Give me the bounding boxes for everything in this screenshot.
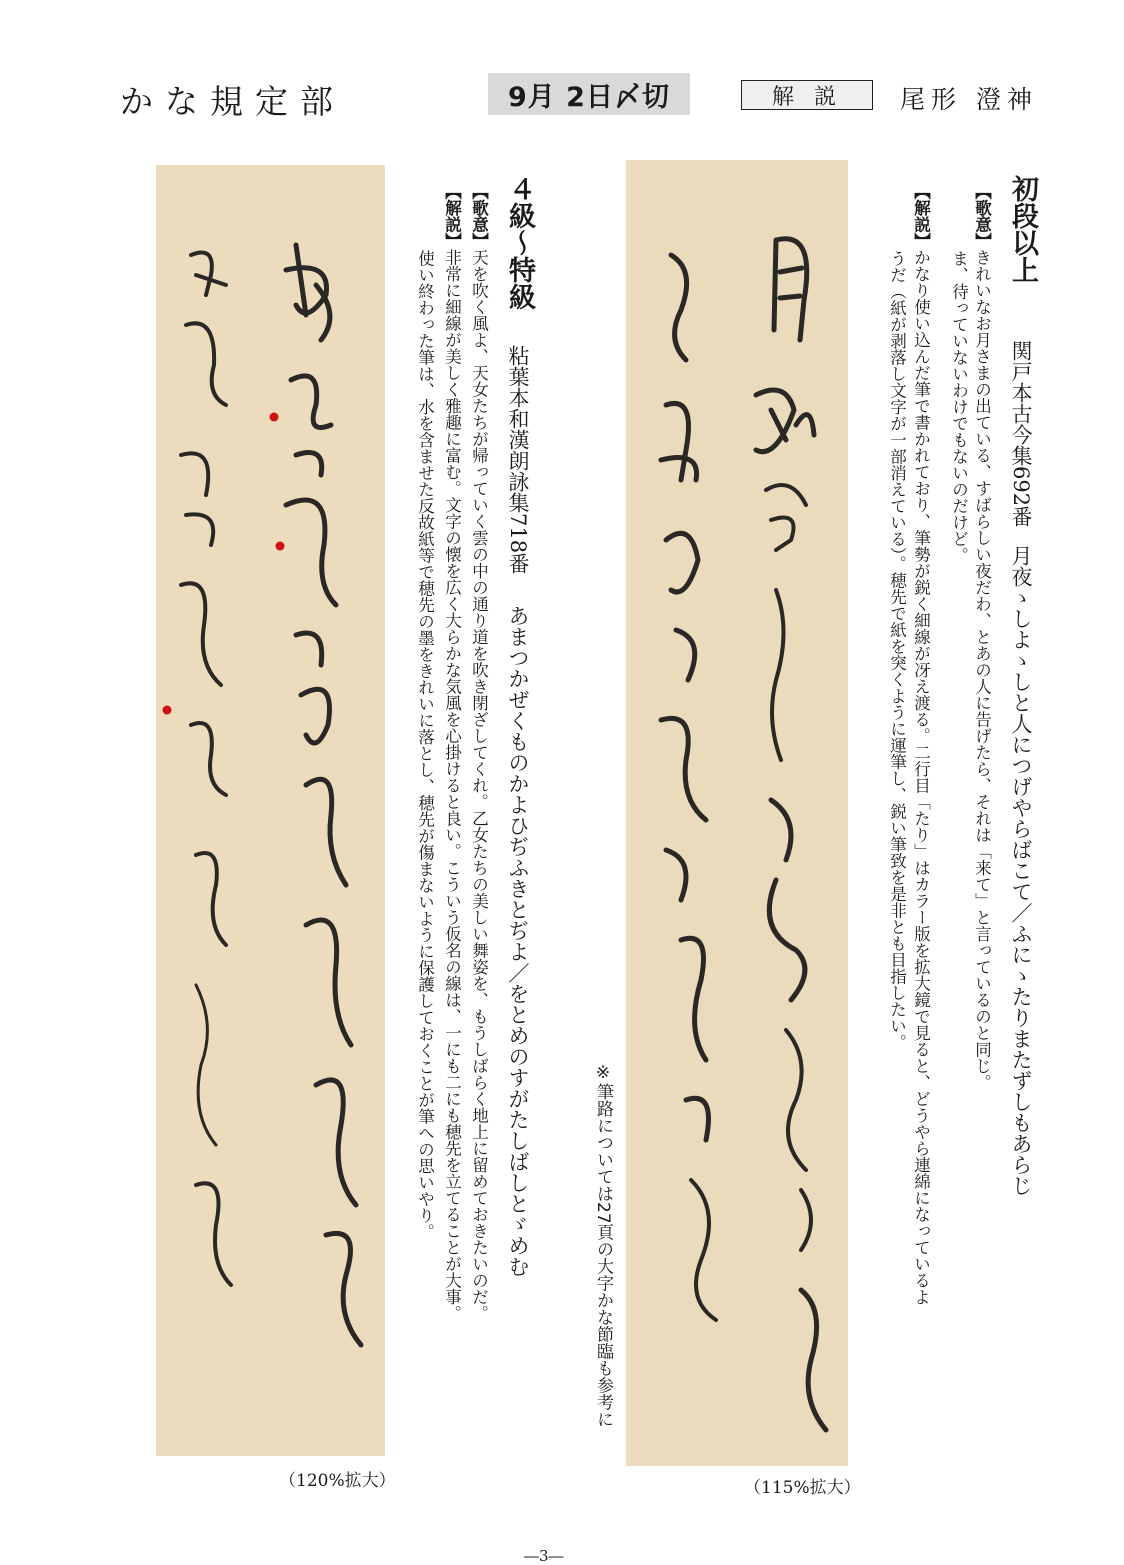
comment-beginner-1 (443, 183, 460, 1322)
comment-text: かなり使い込んだ筆で書かれており、筆勢が鋭く細線が冴え渡る。二行目「たり」はカラー版を拡大鏡で見ると、どうやら連綿になっているよ (911, 249, 931, 1305)
source-beginner: 粘葉本和漢朗詠集718番 (506, 345, 530, 575)
deadline-badge: 9月 2日〆切 (488, 73, 690, 115)
calligraphy-image-beginner (156, 165, 385, 1456)
poem-advanced: 月夜ゝしよゝしと人につげやらばこて／ふにゝたりまたずしもあらじ (1009, 545, 1033, 1196)
author-name: 尾形 澄神 (900, 85, 1038, 114)
comment-label: 【解説】 (442, 183, 462, 249)
stroke-reference-note: ※筆路については27頁の大字かな節臨も参考に (593, 1063, 613, 1428)
page-title: かな規定部 (120, 82, 345, 121)
meaning-label: 【歌意】 (972, 183, 992, 249)
poem-beginner: あまつかぜくものかよひぢふきとぢよ／をとめのすがたしばしとゞめむ (506, 605, 530, 1277)
meaning-text: 天を吹く風よ、天女たちが帰っていく雲の中の通り道を吹き閉ざしてくれ。乙女たちの美しい舞姿を、もうしばらく地上に留めておきたいのだ。 (469, 249, 489, 1322)
page-number: ―3― (524, 1547, 564, 1565)
comment-advanced-1 (912, 183, 929, 1305)
caption-advanced: （115%拡大） (744, 1478, 861, 1498)
comment-text: 非常に細線が美しく雅趣に富む。文字の懐を広く大らかな気風を心掛けると良い。こういう仮名の線は、一にも二にも穂先を立てることが大事。 (442, 249, 462, 1322)
meaning-advanced-1 (973, 183, 990, 1091)
level-heading-beginner: ４級～特級 (504, 175, 535, 310)
calligraphy-image-advanced (626, 160, 848, 1466)
level-heading-advanced: 初段以上 (1007, 175, 1038, 283)
comment-label: 【解説】 (911, 183, 931, 249)
meaning-text: きれいなお月さまの出ている、すばらしい夜だわ、とあの人に告げたら、それは「来て」と言っているのと同じ。 (972, 249, 992, 1091)
comment-beginner-2: 使い終わった筆は、水を含ませた反故紙等で穂先の墨をきれいに落とし、穂先が傷まないように保護しておくことが筆への思いやり。 (415, 250, 435, 1240)
calligraphy-plate-beginner (156, 165, 385, 1456)
meaning-advanced-2: ま、待っていないわけでもないのだけど。 (949, 250, 969, 564)
meaning-label: 【歌意】 (469, 183, 489, 249)
comment-advanced-2: うだ（紙が剥落し文字が一部消えている）。穂先で紙を突くように運筆し、鋭い筆致を是非とも目指したい。 (887, 250, 907, 1051)
caption-beginner: （120%拡大） (279, 1471, 396, 1491)
source-advanced: 関戸本古今集692番 (1009, 340, 1033, 528)
commentary-tag: 解説 (741, 80, 873, 110)
calligraphy-plate-advanced (626, 160, 848, 1466)
meaning-beginner (470, 183, 487, 1322)
